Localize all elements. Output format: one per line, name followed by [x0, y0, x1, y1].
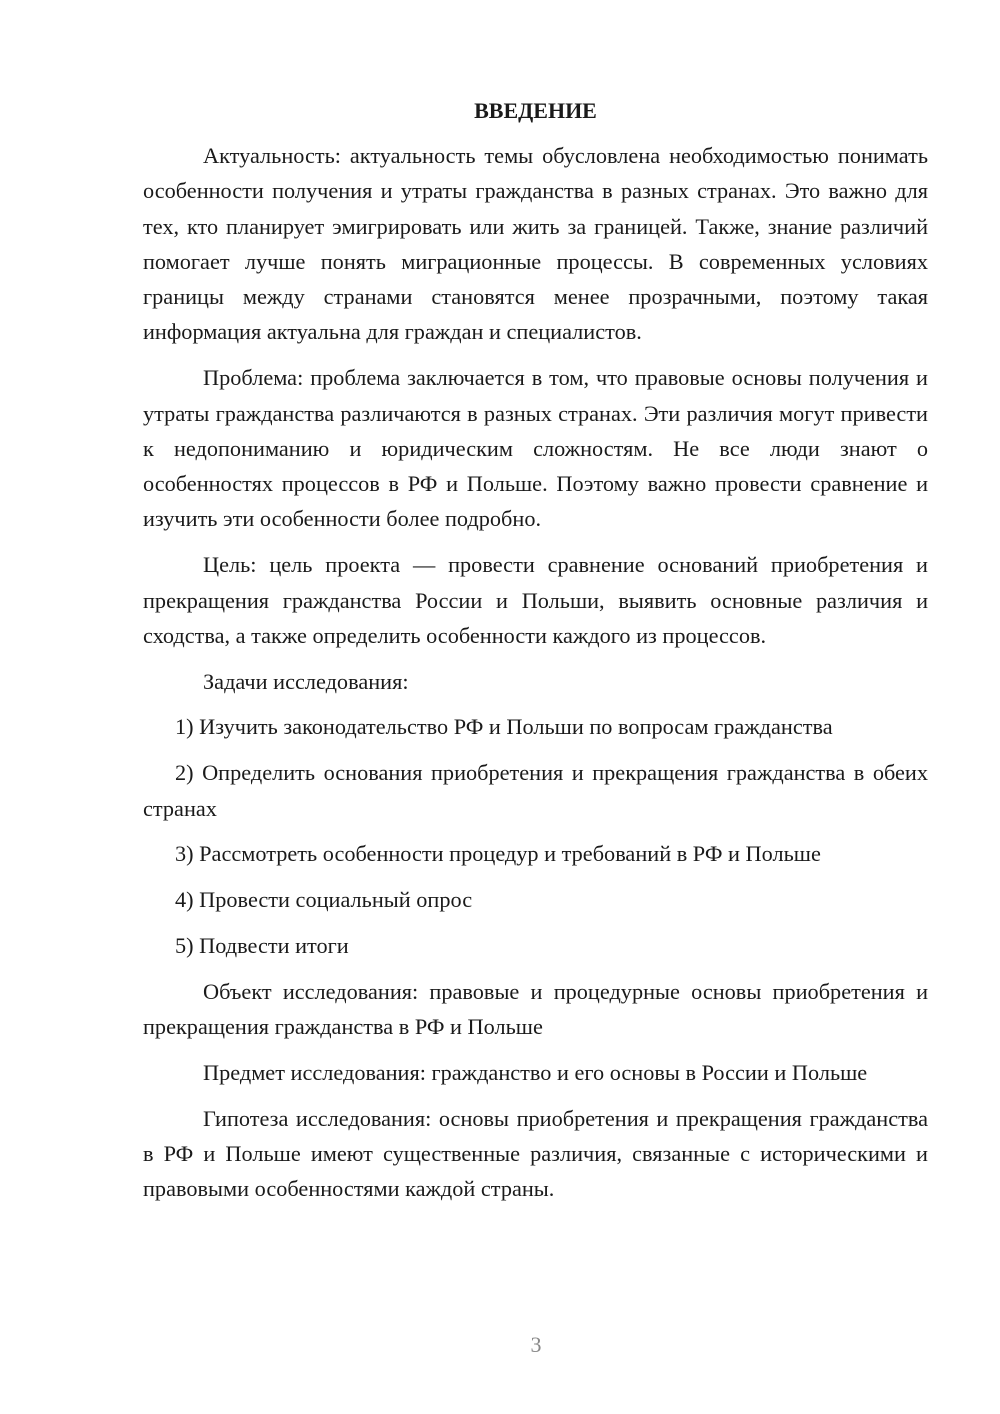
- task-item: 5) Подвести итоги: [175, 932, 349, 958]
- task-item: 2) Определить основания приобретения и прекращения гражданства в обеих странах: [143, 760, 928, 821]
- tasks-heading: Задачи исследования:: [203, 668, 409, 694]
- paragraph-subject: Предмет исследования: гражданство и его основы в России и Польше: [203, 1059, 868, 1085]
- paragraph-goal: Цель: цель проекта — провести сравнение оснований приобретения и прекращения гражданства России и Польши, выявить основные различия и сходства, а также определить особенности каждого из процессов.: [143, 552, 928, 648]
- task-item: 1) Изучить законодательство РФ и Польши по вопросам гражданства: [175, 714, 833, 740]
- task-item: 4) Провести социальный опрос: [175, 887, 473, 913]
- paragraph-problem: Проблема: проблема заключается в том, что правовые основы получения и утраты гражданства различаются в разных странах. Эти различия могут привести к недопониманию и юридическим сложностям. Не все люди знают о особенностях процессов в РФ и Польше. Поэтому важно провести сравнение и изучить эти особенности более подробно.: [143, 365, 928, 532]
- task-item: 3) Рассмотреть особенности процедур и требований в РФ и Польше: [175, 841, 821, 867]
- section-title: ВВЕДЕНИЕ: [474, 98, 597, 123]
- page-number: 3: [530, 1332, 542, 1357]
- paragraph-relevance: Актуальность: актуальность темы обусловлена необходимостью понимать особенности получения и утраты гражданства в разных странах. Это важно для тех, кто планирует эмигрировать или жить за границей. Также, знание различий помогает лучше понять миграционные процессы. В современных условиях границы между странами становятся менее прозрачными, поэтому такая информация актуальна для граждан и специалистов.: [143, 143, 928, 345]
- paragraph-hypothesis: Гипотеза исследования: основы приобретения и прекращения гражданства в РФ и Польше имеют существенные различия, связанные с историческими и правовыми особенностями каждой страны.: [143, 1105, 928, 1202]
- document-page: [143, 93, 928, 1217]
- paragraph-object: Объект исследования: правовые и процедурные основы приобретения и прекращения гражданства в РФ и Польше: [143, 978, 928, 1040]
